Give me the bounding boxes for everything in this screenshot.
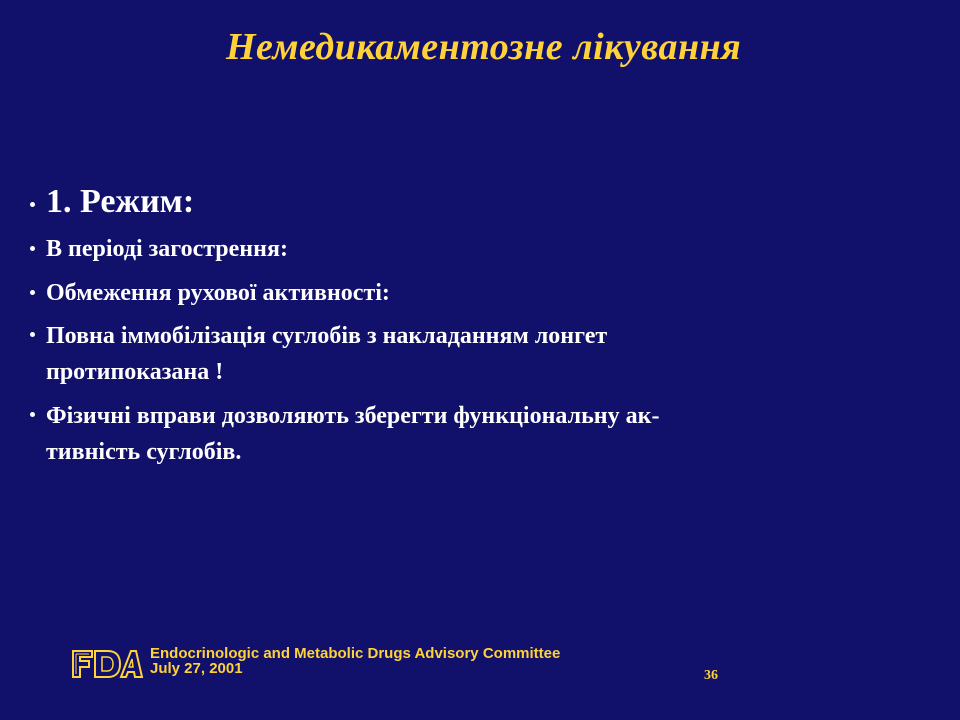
page-number: 36 — [704, 668, 718, 683]
bullet-text-line-1: Фізичні вправи дозволяють зберегти функціональну ак- — [46, 403, 660, 429]
committee-name: Endocrinologic and Metabolic Drugs Advisory Committee — [150, 645, 561, 662]
fda-logo-icon — [70, 648, 144, 680]
meeting-date: July 27, 2001 — [150, 660, 243, 677]
bullet-dot-icon — [30, 290, 35, 295]
bullet-item — [0, 230, 900, 268]
bullet-dot-icon — [30, 202, 35, 207]
bullet-item — [0, 398, 900, 470]
bullet-text: В періоді загострення: — [46, 236, 288, 262]
bullet-dot-icon — [30, 246, 35, 251]
bullet-list — [0, 178, 900, 470]
slide-title: Немедикаментозне лікування — [226, 26, 742, 68]
bullet-text-line-2: протипоказана ! — [46, 359, 224, 385]
footer-caption — [150, 646, 560, 676]
bullet-item — [0, 178, 900, 226]
bullet-dot-icon — [30, 412, 35, 417]
bullet-text-line-2: тивність суглобів. — [46, 439, 242, 465]
bullet-dot-icon — [30, 332, 35, 337]
bullet-item — [0, 274, 900, 312]
bullet-item — [0, 318, 900, 390]
bullet-text: Обмеження рухової активності: — [46, 280, 390, 306]
bullet-text: 1. Режим: — [46, 183, 195, 220]
bullet-text-line-1: Повна іммобілізація суглобів з накладанням лонгет — [46, 323, 608, 349]
